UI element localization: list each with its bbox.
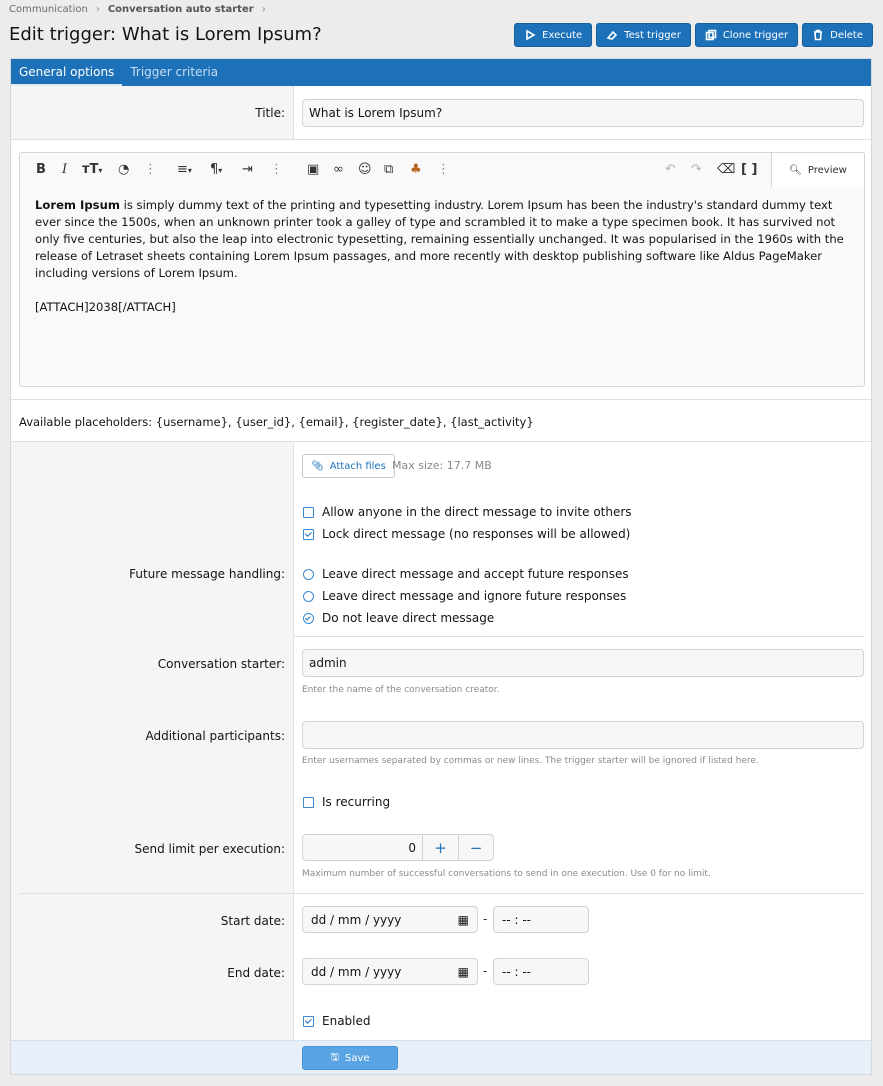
placeholders-text: Available placeholders: {username}, {user_id}, {email}, {register_date}, {last_activity}: [19, 415, 534, 429]
conversation-starter-input[interactable]: admin: [302, 649, 864, 677]
clone-trigger-label: Clone trigger: [722, 29, 789, 41]
minus-icon: −: [469, 838, 483, 857]
radio-circle: [303, 613, 314, 624]
divider: [294, 636, 864, 637]
delete-label: Delete: [830, 29, 863, 41]
date-time-separator: -: [483, 964, 488, 978]
decrement-button[interactable]: [458, 835, 493, 860]
link-icon[interactable]: ∞: [333, 162, 344, 177]
send-limit-input[interactable]: 0: [303, 835, 423, 860]
redo-icon[interactable]: ↷: [691, 162, 702, 177]
eraser-icon: [606, 29, 618, 41]
increment-button[interactable]: [423, 835, 458, 860]
play-icon: [524, 29, 536, 41]
rich-text-editor: [19, 152, 865, 387]
breadcrumb-auto-starter[interactable]: Conversation auto starter: [107, 4, 254, 15]
header-actions: [514, 23, 873, 47]
preview-label: Preview: [807, 164, 847, 176]
lock-message-checkbox[interactable]: [303, 527, 630, 541]
form-submit-row: [11, 1040, 871, 1074]
save-label: Save: [344, 1052, 370, 1064]
checkbox-box: [303, 1016, 314, 1027]
breadcrumb: [9, 4, 266, 15]
enabled-checkbox[interactable]: [303, 1014, 371, 1028]
title-label: Title:: [255, 106, 285, 120]
allow-invite-checkbox[interactable]: [303, 505, 632, 519]
more-options-icon[interactable]: ⋮: [270, 162, 283, 177]
editor-paragraph: is simply dummy text of the printing and typesetting industry. Lorem Ipsum has been the industry's standard dummy text ever since the 1500s, when an unknown printer took a galley of type and scrambled it to make a type specimen book. It has survived not only five centuries, but also the leap into electronic typesetting, remaining essentially unchanged. It was popularised in the 1960s with the release of Letraset sheets containing Lorem Ipsum passages, and more recently with desktop publishing software like Aldus PageMaker including versions of Lorem Ipsum.: [35, 198, 844, 280]
end-time-value: -- : --: [502, 964, 531, 979]
bbcode-toggle-icon[interactable]: [ ]: [741, 162, 758, 177]
breadcrumb-communication[interactable]: Communication: [9, 4, 88, 15]
gif-icon[interactable]: ♣: [410, 162, 422, 177]
calendar-icon: ▦: [457, 912, 469, 927]
image-icon[interactable]: ▣: [307, 162, 320, 177]
more-options-icon[interactable]: ⋮: [144, 162, 157, 177]
radio-circle: [303, 569, 314, 580]
lock-message-label: Lock direct message (no responses will be allowed): [322, 527, 631, 541]
divider: [11, 399, 871, 400]
send-limit-stepper: [302, 834, 494, 861]
copy-icon: [705, 29, 717, 41]
align-icon[interactable]: ≡▾: [177, 162, 192, 177]
title-label-cell: [11, 86, 294, 139]
conversation-starter-hint: Enter the name of the conversation creator.: [302, 685, 500, 695]
radio-do-not-leave[interactable]: [303, 611, 494, 625]
send-limit-label: Send limit per execution:: [134, 842, 285, 856]
radio-ignore-label: Leave direct message and ignore future responses: [322, 589, 627, 603]
eraser-icon[interactable]: ⌫: [717, 162, 736, 177]
radio-accept-responses[interactable]: [303, 567, 629, 581]
send-limit-hint: Maximum number of successful conversations to send in one execution. Use 0 for no limit.: [302, 869, 711, 879]
indent-icon[interactable]: ⇥: [242, 162, 253, 177]
text-size-icon[interactable]: тT▾: [82, 162, 103, 177]
undo-icon[interactable]: ↶: [665, 162, 676, 177]
allow-invite-label: Allow anyone in the direct message to invite others: [322, 505, 632, 519]
title-input[interactable]: What is Lorem Ipsum?: [302, 99, 864, 127]
radio-do-not-leave-label: Do not leave direct message: [322, 611, 495, 625]
media-icon[interactable]: ⧉: [384, 162, 394, 177]
save-icon: 🖫︎: [330, 1051, 339, 1063]
additional-participants-input[interactable]: [302, 721, 864, 749]
tab-general-options[interactable]: General options: [11, 59, 122, 86]
delete-button[interactable]: [802, 23, 873, 47]
end-date-label: End date:: [227, 966, 285, 980]
conversation-starter-label: Conversation starter:: [157, 657, 285, 671]
end-time-input[interactable]: [493, 958, 589, 985]
test-trigger-button[interactable]: [596, 23, 691, 47]
editor-attach-line: [ATTACH]2038[/ATTACH]: [35, 300, 176, 314]
divider: [11, 139, 871, 140]
is-recurring-checkbox[interactable]: [303, 795, 390, 809]
enabled-label: Enabled: [322, 1014, 371, 1028]
calendar-icon: ▦: [457, 964, 469, 979]
start-date-value: dd / mm / yyyy: [311, 912, 402, 927]
attach-files-label: Attach files: [329, 460, 386, 472]
edit-trigger-panel: [10, 58, 872, 1075]
preview-tab[interactable]: [771, 152, 865, 187]
checkbox-box: [303, 529, 314, 540]
clone-trigger-button[interactable]: [695, 23, 798, 47]
italic-icon[interactable]: I: [62, 162, 68, 177]
date-time-separator: -: [483, 912, 488, 926]
preview-icon: 🔍︎: [789, 164, 802, 176]
start-date-label: Start date:: [220, 914, 285, 928]
divider: [19, 893, 864, 894]
checkbox-box: [303, 797, 314, 808]
attach-files-button[interactable]: [302, 454, 395, 478]
tab-bar: [11, 59, 871, 86]
smiley-icon[interactable]: ☺: [358, 162, 372, 177]
save-button[interactable]: [302, 1046, 398, 1070]
execute-button[interactable]: [514, 23, 592, 47]
test-trigger-label: Test trigger: [624, 29, 681, 41]
radio-circle: [303, 591, 314, 602]
paragraph-icon[interactable]: ¶▾: [210, 162, 223, 177]
plus-icon: +: [434, 838, 447, 857]
future-handling-label: Future message handling:: [129, 567, 285, 581]
chevron-right-icon: ›: [261, 4, 266, 15]
additional-participants-label: Additional participants:: [145, 729, 285, 743]
start-time-value: -- : --: [502, 912, 531, 927]
palette-icon[interactable]: ◔: [118, 162, 130, 177]
bold-icon[interactable]: B: [36, 162, 46, 177]
max-size-text: Max size: 17.7 MB: [392, 459, 492, 472]
chevron-right-icon: ›: [95, 4, 100, 15]
start-time-input[interactable]: [493, 906, 589, 933]
more-options-icon[interactable]: ⋮: [437, 162, 450, 177]
end-date-input[interactable]: [302, 958, 478, 985]
is-recurring-label: Is recurring: [322, 795, 391, 809]
checkbox-box: [303, 507, 314, 518]
radio-accept-label: Leave direct message and accept future responses: [322, 567, 629, 581]
editor-bold-lead: Lorem Ipsum: [35, 198, 120, 212]
page-title: Edit trigger: What is Lorem Ipsum?: [9, 24, 322, 45]
additional-participants-hint: Enter usernames separated by commas or new lines. The trigger starter will be ignored if listed here.: [302, 756, 759, 766]
trash-icon: [812, 29, 824, 41]
radio-ignore-responses[interactable]: [303, 589, 626, 603]
tab-trigger-criteria[interactable]: Trigger criteria: [130, 65, 219, 79]
editor-content[interactable]: [20, 187, 864, 343]
start-date-input[interactable]: [302, 906, 478, 933]
paperclip-icon: 📎︎: [311, 460, 324, 472]
execute-label: Execute: [542, 29, 583, 41]
end-date-value: dd / mm / yyyy: [311, 964, 402, 979]
editor-toolbar: [20, 153, 864, 187]
